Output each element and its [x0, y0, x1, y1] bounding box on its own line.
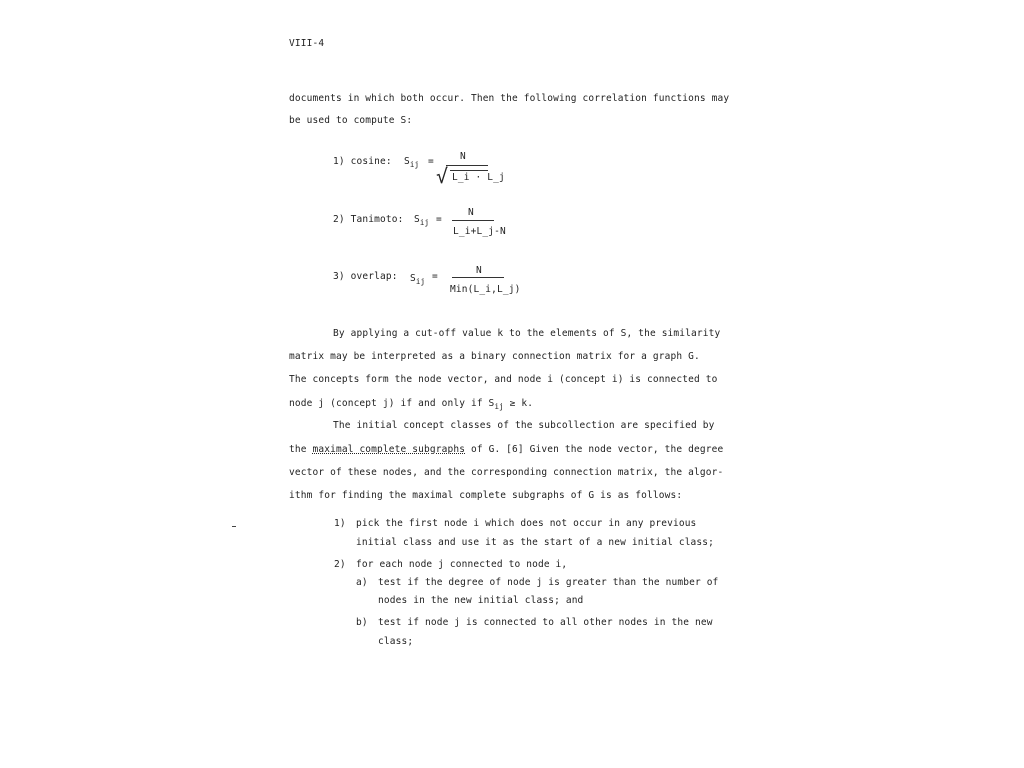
step-2a-number: a)	[356, 577, 368, 588]
formula-s: $S_{ij}$	[404, 156, 420, 169]
margin-mark	[232, 526, 236, 527]
step-2-line-1: for each node j connected to node i,	[356, 559, 568, 570]
intro-line-1: documents in which both occur. Then the following correlation functions may	[289, 93, 730, 104]
formula-s: $S_{ij}$	[414, 214, 430, 227]
formula-numerator: N	[460, 151, 466, 162]
formula-label: 2) Tanimoto:	[333, 214, 404, 225]
maximal-complete-subgraphs-term: maximal complete subgraphs	[312, 444, 466, 455]
step-2a-line-1: test if the degree of node j is greater than the number of	[378, 577, 719, 588]
formula-equals: =	[436, 214, 442, 225]
paragraph-2-line-4: ithm for finding the maximal complete subgraphs of G is as follows:	[289, 490, 683, 501]
sqrt-bar	[450, 170, 488, 171]
step-1-number: 1)	[334, 518, 346, 529]
paragraph-1-line-4: node j (concept j) if and only if $S_{ij} \ge k$.	[289, 398, 534, 411]
step-1-line-2: initial class and use it as the start of a new initial class;	[356, 537, 715, 548]
paragraph-2-line-2: the maximal complete subgraphs of G. [6] Given the node vector, the degree	[289, 444, 724, 455]
formula-equals: =	[428, 156, 434, 167]
formula-label: 3) overlap:	[333, 271, 398, 282]
step-2a-line-2: nodes in the new initial class; and	[378, 595, 584, 606]
step-2-number: 2)	[334, 559, 346, 570]
page-number: VIII-4	[289, 38, 325, 49]
paragraph-1-line-3: The concepts form the node vector, and node i (concept i) is connected to	[289, 374, 718, 385]
formula-s: $S_{ij}$	[410, 273, 426, 286]
formula-numerator: N	[468, 207, 474, 218]
sqrt-symbol: √	[436, 164, 449, 188]
intro-line-2: be used to compute S:	[289, 115, 413, 126]
paragraph-2-line-1: The initial concept classes of the subcollection are specified by	[333, 420, 715, 431]
formula-label: 1) cosine:	[333, 156, 392, 167]
step-2b-line-1: test if node j is connected to all other nodes in the new	[378, 617, 713, 628]
step-2b-number: b)	[356, 617, 368, 628]
step-1-line-1: pick the first node i which does not occur in any previous	[356, 518, 697, 529]
formula-denominator: L_i+L_j-N	[453, 226, 506, 237]
formula-equals: =	[432, 271, 438, 282]
step-2b-line-2: class;	[378, 636, 414, 647]
fraction-bar	[446, 165, 488, 166]
formula-numerator: N	[476, 265, 482, 276]
paragraph-1-line-2: matrix may be interpreted as a binary connection matrix for a graph G.	[289, 351, 700, 362]
paragraph-1-line-1: By applying a cut-off value k to the elements of S, the similarity	[333, 328, 721, 339]
formula-denominator: Min(L_i,L_j)	[450, 284, 521, 295]
fraction-bar	[452, 277, 504, 278]
paragraph-2-line-3: vector of these nodes, and the corresponding connection matrix, the algor-	[289, 467, 724, 478]
fraction-bar	[452, 220, 494, 221]
formula-denominator: L_i · L_j	[452, 172, 505, 183]
